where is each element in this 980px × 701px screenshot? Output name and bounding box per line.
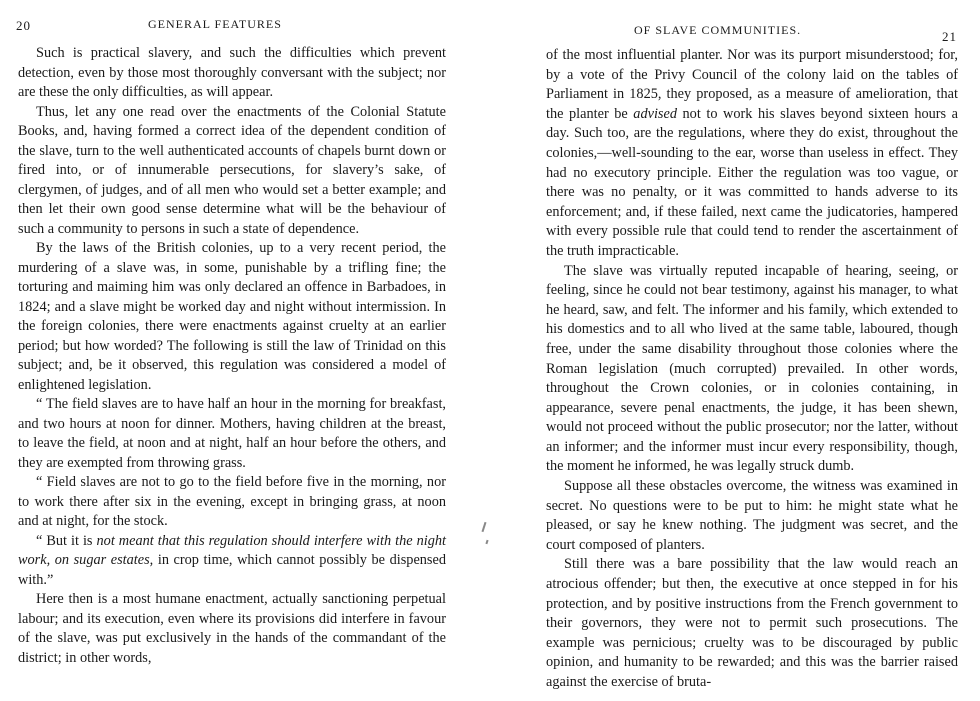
- paragraph: Here then is a most humane enactment, actually sanctioning perpetual labour; and its execution, even where its provisions did interfere in favour of the slave, was put exclusively in the hands of the commandant of the district; in other words,: [18, 591, 446, 666]
- quote-text: in crop time, which cannot possibly be dispensed with.”: [18, 552, 446, 588]
- right-page: [502, 0, 980, 701]
- left-page-body: [18, 44, 446, 668]
- quoted-paragraph: “ Field slaves are not to go to the field before five in the morning, nor to work there after six in the evening, except in bringing grass, at noon and at night, for the stock.: [18, 474, 446, 529]
- paragraph-text: of the most influential planter. Nor was its purport misunderstood; for, by a vote of the Privy Council of the colony laid on the tables of Parliament in 1825, they proposed, as a measure of amelioration, that the planter be: [546, 47, 958, 122]
- paragraph: Such is practical slavery, and such the difficulties which prevent detection, even by those most thoroughly conversant with the subject; nor are these the only difficulties, as will appear.: [18, 45, 446, 100]
- italic-word: advised: [633, 105, 677, 122]
- paragraph: [546, 46, 958, 262]
- quoted-paragraph: “ The field slaves are to have half an hour in the morning for breakfast, and two hours at noon for dinner. Mothers, having children at the breast, to leave the field, at noon and at night, half an hour before the others, and they are exempted from throwing grass.: [18, 396, 446, 471]
- left-page: [0, 0, 478, 701]
- paragraph: By the laws of the British colonies, up to a very recent period, the murdering of a slave was, in some, punishable by a trifling fine; the torturing and maiming him was only declared an offence in Barbadoes, in 1824; and a slave might be worked day and night without intermission. In the foreign colonies, there were enactments against cruelty at an earlier period; but how worded? The following is still the law of Trinidad on this subject; and, be it observed, this regulation was considered a model of enlightened legislation.: [18, 240, 446, 393]
- quote-text: “ But it is: [36, 532, 97, 549]
- left-page-header: [0, 17, 478, 35]
- page-gutter: [478, 0, 502, 701]
- gutter-mark: [485, 540, 488, 544]
- gutter-mark: [482, 522, 487, 532]
- page-number: 20: [16, 18, 31, 33]
- quoted-paragraph: [18, 532, 446, 591]
- right-page-header: [502, 17, 980, 44]
- running-title: OF SLAVE COMMUNITIES.: [634, 23, 802, 37]
- running-title: GENERAL FEATURES: [148, 17, 282, 31]
- right-page-body: [546, 46, 958, 693]
- page-number: 21: [942, 29, 957, 44]
- paragraph: Thus, let any one read over the enactments of the Colonial Statute Books, and, having formed a correct idea of the dependent condition of the slave, turn to the well authenticated accounts of chapels burnt down or fired into, or of innumerable persecutions, for slavery’s sake, of clergymen, of judges, and of all men who would set a better example; and then let their own good sense determine what will be the behaviour of such a community to persons in such a state of dependence.: [18, 103, 446, 237]
- paragraph: The slave was virtually reputed incapable of hearing, seeing, or feeling, since he could not bear testimony, against his manager, to what he heard, saw, and felt. The informer and his family, which extended to his domestics and to all who lived at the same table, laboured, though free, under the same disability throughout those colonies where the Roman legislation (much corrupted) prevailed. In other words, throughout the Crown colonies, or in colonies containing, in appearance, severe penal enactments, the judge, it has been shewn, would not proceed without the public prosecutor; nor the latter, without an informer; and the informer must incur every responsibility, though, the moment he informed, he was legally struck dumb.: [546, 262, 958, 475]
- paragraph: Suppose all these obstacles overcome, the witness was examined in secret. No questions were to be put to him: he might state what he pleased, or say he knew nothing. The judgment was secret, and the court composed of planters.: [546, 478, 958, 553]
- italic-quote-text: not meant that this regulation should interfere with the night work, on sugar estates,: [18, 532, 447, 568]
- paragraph: Still there was a bare possibility that the law would reach an atrocious offender; but then, the executive at once stepped in for his protection, and by positive instructions from the French government to their governors, they were not to permit such prosecutions. The example was pernicious; cruelty was to be discouraged by public opinion, and humanity to be rewarded; and this was the barrier raised against the exercise of bruta-: [546, 556, 958, 690]
- paragraph-text: not to work his slaves beyond sixteen hours a day. Such too, are the regulations, where they do exist, throughout the colonies,—well-sounding to the ear, worse than useless in effect. They had no executory principle. Either the regulation was too vague, or there was no penalty, or it was committed to hands adverse to its enforcement; and, if these failed, next came the judicatories, hampered with every possible rule that could tend to render the ascertainment of the truth impracticable.: [546, 105, 958, 259]
